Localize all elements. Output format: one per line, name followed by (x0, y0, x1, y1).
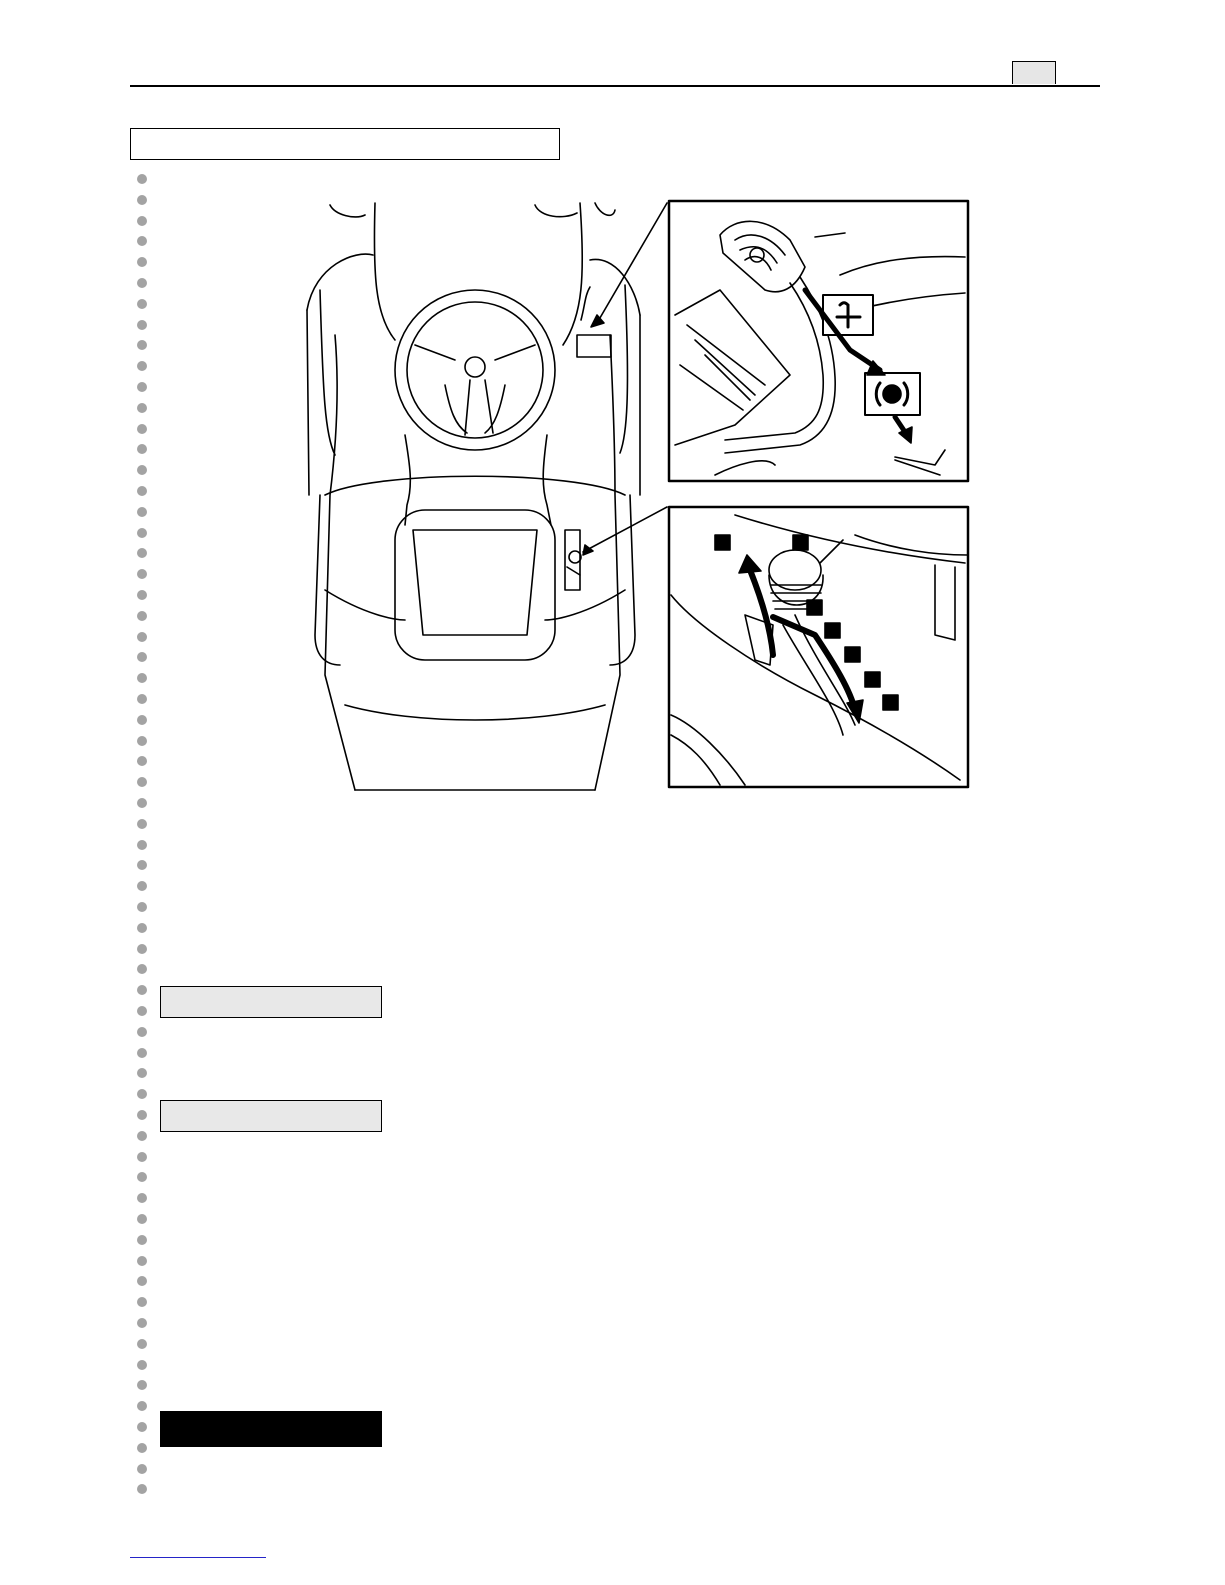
subheading-1 (160, 986, 382, 1018)
header-rule (130, 85, 1100, 87)
binding-dot (137, 1401, 147, 1411)
binding-dot (137, 465, 147, 475)
binding-dot (137, 444, 147, 454)
page-number-tab (1012, 61, 1056, 84)
binding-dot (137, 195, 147, 205)
binding-dot (137, 736, 147, 746)
binding-dot (137, 299, 147, 309)
binding-dot (137, 777, 147, 787)
binding-dot (137, 507, 147, 517)
binding-dot (137, 1193, 147, 1203)
binding-dot (137, 1297, 147, 1307)
binding-dots (137, 174, 149, 1504)
binding-dot (137, 860, 147, 870)
binding-dot (137, 1131, 147, 1141)
binding-dot (137, 1443, 147, 1453)
binding-dot (137, 1276, 147, 1286)
binding-dot (137, 1214, 147, 1224)
tractor-top-view (307, 203, 640, 790)
binding-dot (137, 1360, 147, 1370)
binding-dot (137, 361, 147, 371)
binding-dot (137, 1048, 147, 1058)
warning-heading (160, 1411, 382, 1447)
binding-dot (137, 1484, 147, 1494)
binding-dot (137, 1464, 147, 1474)
binding-dot (137, 174, 147, 184)
binding-dot (137, 902, 147, 912)
binding-dot (137, 403, 147, 413)
binding-dot (137, 985, 147, 995)
lever-detail-inset (669, 507, 968, 787)
binding-dot (137, 632, 147, 642)
binding-dot (137, 590, 147, 600)
binding-dot (137, 257, 147, 267)
binding-dot (137, 1152, 147, 1162)
binding-dot (137, 548, 147, 558)
binding-dot (137, 673, 147, 683)
binding-dot (137, 1422, 147, 1432)
binding-dot (137, 1068, 147, 1078)
binding-dot (137, 1256, 147, 1266)
binding-dot (137, 1006, 147, 1016)
binding-dot (137, 216, 147, 226)
binding-dot (137, 1089, 147, 1099)
binding-dot (137, 923, 147, 933)
binding-dot (137, 1235, 147, 1245)
binding-dot (137, 819, 147, 829)
binding-dot (137, 1110, 147, 1120)
binding-dot (137, 964, 147, 974)
binding-dot (137, 1318, 147, 1328)
binding-dot (137, 382, 147, 392)
binding-dot (137, 944, 147, 954)
binding-dot (137, 715, 147, 725)
pedal-detail-inset (669, 201, 968, 481)
binding-dot (137, 486, 147, 496)
binding-dot (137, 1027, 147, 1037)
binding-dot (137, 1339, 147, 1349)
binding-dot (137, 320, 147, 330)
binding-dot (137, 424, 147, 434)
binding-dot (137, 756, 147, 766)
binding-dot (137, 340, 147, 350)
subheading-2 (160, 1100, 382, 1132)
binding-dot (137, 236, 147, 246)
binding-dot (137, 694, 147, 704)
binding-dot (137, 798, 147, 808)
binding-dot (137, 569, 147, 579)
tractor-illustration (295, 195, 980, 795)
binding-dot (137, 881, 147, 891)
binding-dot (137, 528, 147, 538)
binding-dot (137, 840, 147, 850)
footer-link-rule (130, 1557, 266, 1558)
binding-dot (137, 652, 147, 662)
binding-dot (137, 611, 147, 621)
binding-dot (137, 1172, 147, 1182)
binding-dot (137, 278, 147, 288)
binding-dot (137, 1380, 147, 1390)
section-title (130, 128, 560, 160)
